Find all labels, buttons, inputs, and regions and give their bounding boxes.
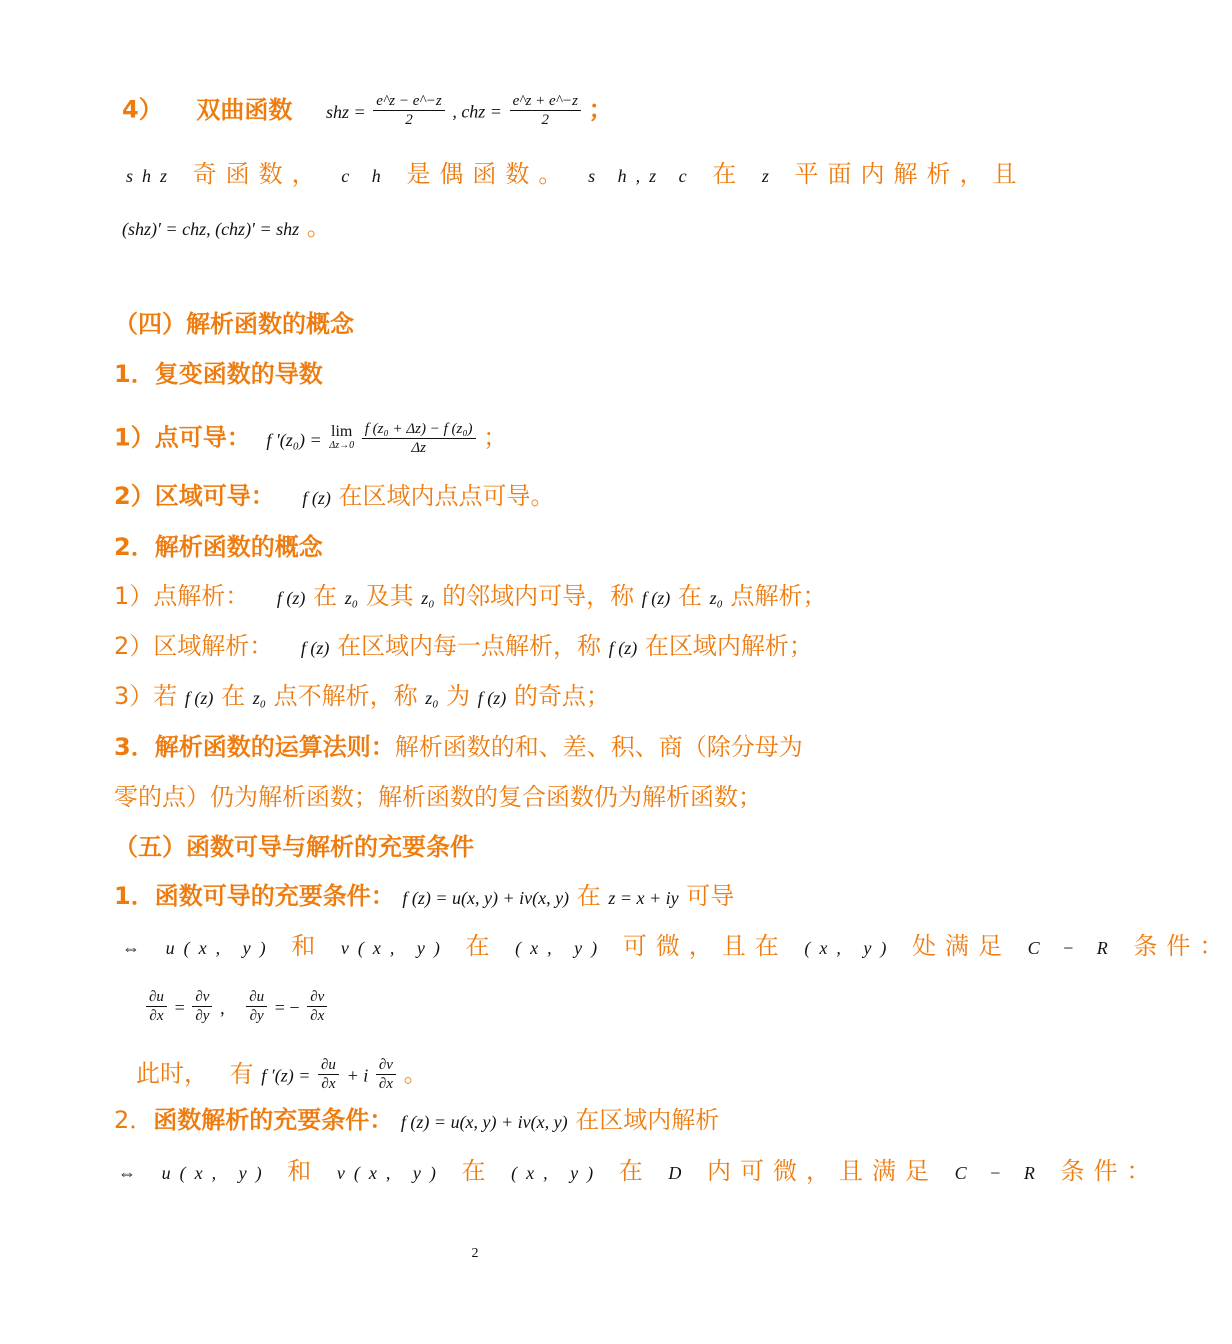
region-differentiable-line: 2）区域可导： f (z) 在区域内点点可导。	[114, 482, 555, 510]
hyperbolic-functions-line: 4） 双曲函数 shz = $\frac{e\^{}z - e\^{}-z}{2}$ , chz = $\frac{e\^{}z + e\^{}-z}{2}$ ；	[122, 93, 613, 128]
hyperbolic-derivatives: (shz)′ = chz, (chz)′ = shz	[122, 219, 300, 239]
cauchy-riemann-equations: $\frac{\partial u}{\partial x}$ = $\frac{\partial v}{\partial y}$ , $\frac{\partial u}{\partial y}$ = − $\frac{\partial v}{\partial x}$	[146, 988, 327, 1025]
derivative-expression-line: 此时， 有 f ′(z) = $\frac{\partial u}{\partial x}$ + i $\frac{\partial v}{\partial x}$ 。	[136, 1057, 428, 1092]
operation-rules-line: 3．解析函数的运算法则：解析函数的和、差、积、商（除分母为	[114, 733, 803, 761]
difference-quotient: $\frac{\text{f (z₀ + Δz) − f (z₀)}}{\Delta z}$	[362, 420, 476, 457]
point-differentiable-line: 1）点可导： f ′(z₀) = lim Δz→0 $\frac{\text{f (z₀ + Δz) − f (z₀)}}{\Delta z}$ ；	[114, 421, 508, 456]
page-number: 2	[471, 1246, 479, 1261]
operation-rules-line-2: 零的点）仍为解析函数；解析函数的复合函数仍为解析函数；	[114, 783, 762, 811]
ch-fraction: $\frac{e\^{}z + e\^{}-z}{2}$	[510, 92, 581, 129]
section-heading-4: （四）解析函数的概念	[114, 310, 354, 338]
point-analytic-line: 1）点解析： f (z) 在 z₀ 及其 z₀ 的邻域内可导，称 f (z) 在 z₀ 点解析；	[114, 582, 827, 610]
sh-lhs: shz =	[325, 101, 366, 122]
cr-analytic-line: ⇔ u(x, y) 和 v(x, y) 在 (x, y) 在 D 内可微，且满足 C − R 条件：	[118, 1157, 1160, 1185]
singular-point-line: 3）若 f (z) 在 z₀ 点不解析，称 z₀ 为 f (z) 的奇点；	[114, 682, 610, 710]
analytic-condition-line: 2．函数解析的充要条件： f (z) = u(x, y) + iv(x, y) 在区域内解析	[114, 1106, 720, 1134]
item-number: 4）	[122, 95, 163, 124]
derivative-formula-line: (shz)′ = chz, (chz)′ = shz 。	[122, 213, 331, 241]
region-analytic-line: 2）区域解析： f (z) 在区域内每一点解析，称 f (z) 在区域内解析；	[114, 632, 813, 660]
differentiable-condition-line: 1．函数可导的充要条件： f (z) = u(x, y) + iv(x, y) 在 z = x + iy 可导	[114, 882, 735, 910]
subheading-analytic: 2．解析函数的概念	[114, 533, 323, 561]
sh-fraction: $\frac{e\^{}z - e\^{}-z}{2}$	[373, 92, 444, 129]
cr-condition-line: ⇔ u(x, y) 和 v(x, y) 在 (x, y) 可微，且在 (x, y) 处满足 C − R 条件：	[122, 932, 1232, 960]
parity-statement: shz 奇函数， c h 是偶函数。 s h,z c 在 z 平面内解析，且	[126, 160, 1026, 188]
subheading-derivative: 1．复变函数的导数	[114, 360, 323, 388]
section-heading-5: （五）函数可导与解析的充要条件	[114, 833, 474, 861]
limit-operator: lim Δz→0	[329, 422, 355, 451]
ch-lhs: , chz =	[452, 101, 502, 122]
item-title: 双曲函数	[196, 95, 293, 124]
